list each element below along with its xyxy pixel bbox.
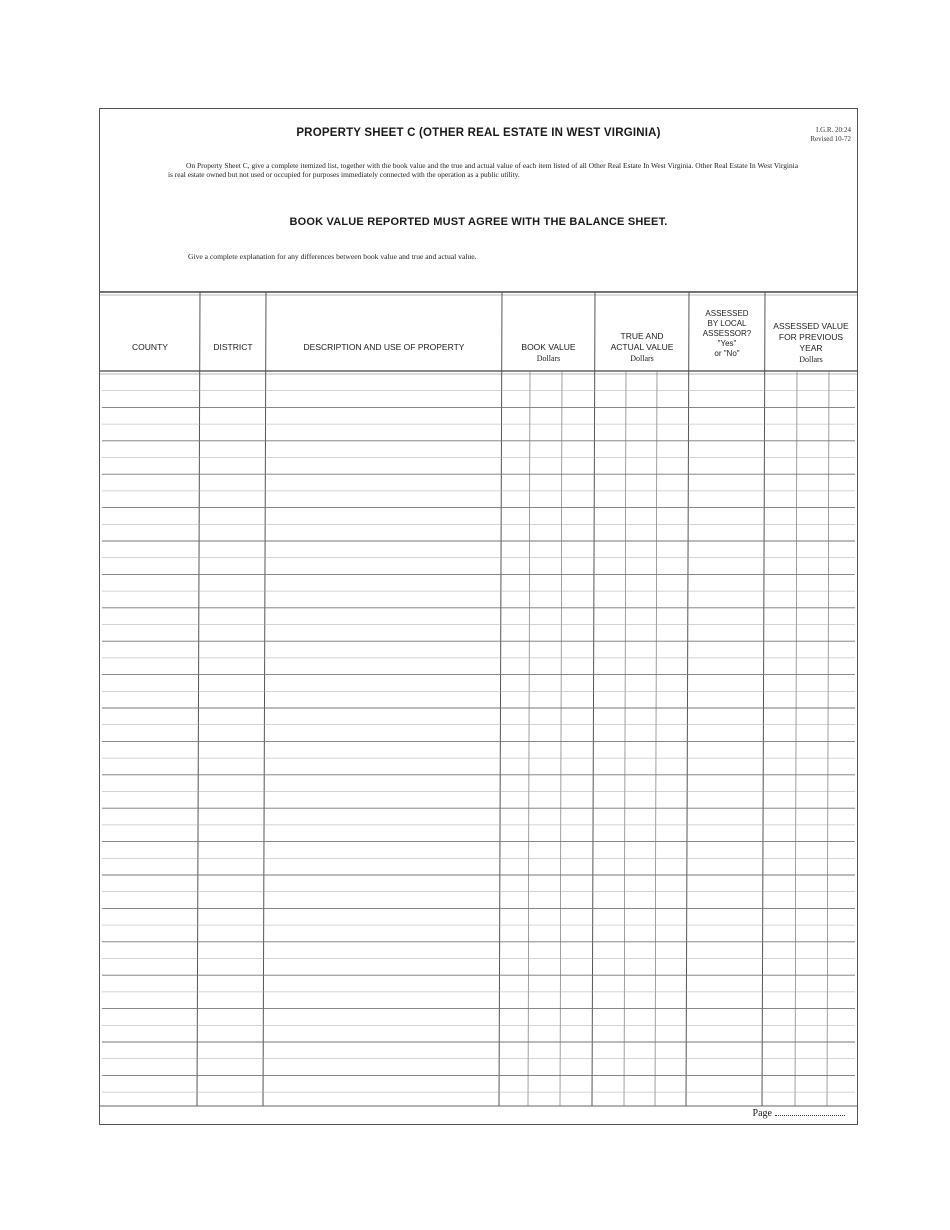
assessed-line1: ASSESSED	[705, 309, 749, 318]
page-number-blank[interactable]	[775, 1115, 845, 1116]
amount-subdivider	[827, 371, 829, 1106]
previous-line1: ASSESSED VALUE	[773, 321, 849, 331]
assessed-line3: ASSESSOR?	[702, 329, 752, 338]
assessed-line5: or "No"	[714, 349, 740, 358]
previous-line2: FOR PREVIOUS	[778, 332, 844, 342]
property-table-grid	[100, 109, 857, 1124]
amount-subdivider	[560, 371, 562, 1106]
form-number: I.G.R. 20:24	[816, 126, 851, 134]
assessed-line4: "Yes"	[717, 339, 737, 348]
col-header-district: DISTRICT	[213, 342, 253, 352]
column-divider	[762, 292, 765, 1106]
previous-line3: YEAR	[799, 343, 823, 353]
column-divider	[499, 292, 502, 1106]
true-value-line1: TRUE AND	[620, 331, 664, 341]
form-title: PROPERTY SHEET C (OTHER REAL ESTATE IN WEST VIRGINIA)	[296, 127, 661, 139]
column-divider	[592, 292, 595, 1106]
revised-date: Revised 10-72	[810, 135, 851, 143]
column-divider	[197, 292, 200, 1106]
instructions-paragraph: On Property Sheet C, give a complete itemized list, together with the book value and the true and actual value of each item listed of all Other Real Estate In West Virginia. Other Real Estate In West Virginia is real estate owned but not used or occupied for purposes immediately connected with the operation as a public utility.	[168, 161, 798, 180]
true-value-unit: Dollars	[630, 354, 654, 363]
amount-subdivider	[795, 371, 797, 1106]
col-header-county: COUNTY	[132, 342, 168, 352]
amount-subdivider	[655, 371, 657, 1106]
true-value-line2: ACTUAL VALUE	[610, 342, 674, 352]
col-header-book-value	[502, 342, 595, 364]
column-divider	[686, 292, 689, 1106]
previous-unit: Dollars	[799, 355, 823, 364]
book-value-unit: Dollars	[536, 354, 561, 363]
amount-subdivider	[528, 371, 530, 1106]
page-number-field[interactable]	[753, 1108, 845, 1119]
col-header-description: DESCRIPTION AND USE OF PROPERTY	[303, 342, 465, 352]
col-header-true-value	[595, 331, 689, 364]
assessed-line2: BY LOCAL	[707, 319, 747, 328]
balance-sheet-warning: BOOK VALUE REPORTED MUST AGREE WITH THE BALANCE SHEET.	[289, 216, 668, 228]
page-label: Page	[752, 1108, 772, 1119]
book-value-label: BOOK VALUE	[521, 342, 576, 352]
column-divider	[263, 292, 266, 1106]
explanation-note: Give a complete explanation for any differences between book value and true and actual value.	[188, 252, 477, 261]
col-header-assessed-local	[689, 309, 765, 359]
col-header-previous-year	[765, 321, 857, 365]
amount-subdivider	[624, 371, 626, 1106]
property-sheet-form	[99, 108, 858, 1125]
